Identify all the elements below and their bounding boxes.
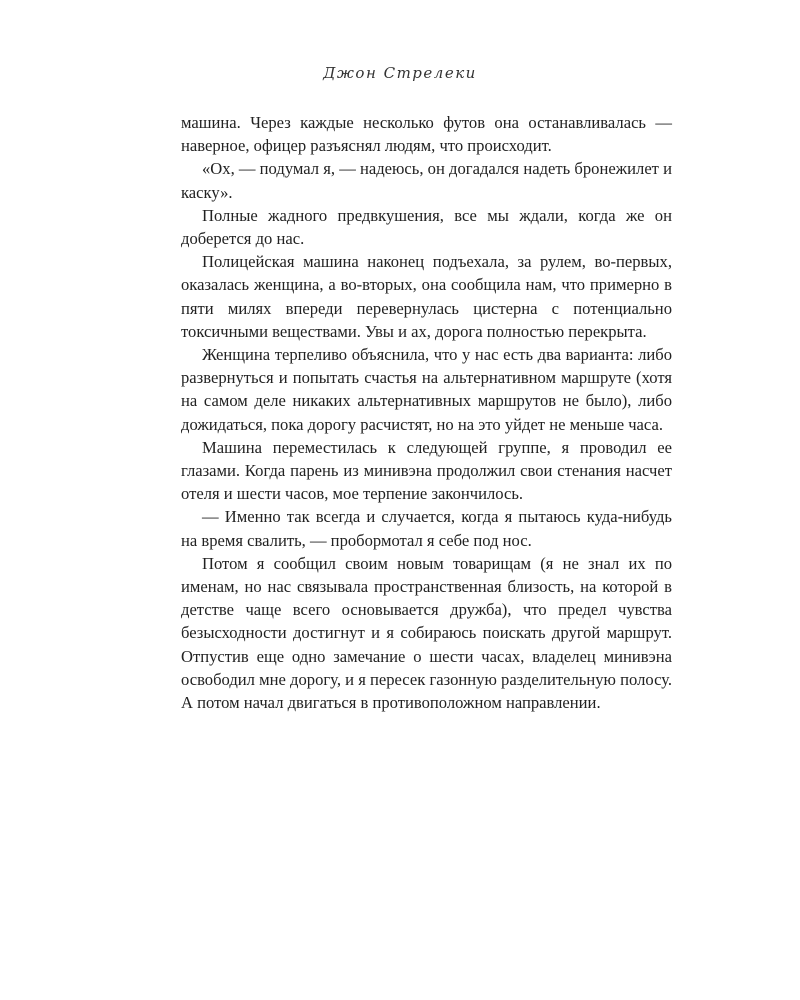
paragraph-6: Машина переместилась к следующей группе, я проводил ее глазами. Когда парень из минивэна продолжил свои стенания насчет отеля и шести часов, мое терпение закончилось. bbox=[181, 437, 672, 504]
paragraph-7: — Именно так всегда и случается, когда я пытаюсь куда-нибудь на время свалить, — пробормотал я себе под нос. bbox=[181, 507, 672, 550]
paragraph-4: Полицейская машина наконец подъехала, за рулем, во-первых, оказалась женщина, а во-вторых, она сообщила нам, что примерно в пяти милях впереди перевернулась цистерна с потенциально токсичными веществами. Увы и ах, дорога полностью перекрыта. bbox=[181, 252, 672, 341]
running-head-author: Джон Стрелеки bbox=[323, 64, 477, 82]
paragraph-3: Полные жадного предвкушения, все мы ждали, когда же он доберется до нас. bbox=[181, 205, 672, 249]
paragraph-8: Потом я сообщил своим новым товарищам (я не знал их по именам, но нас связывала пространственная близость, на которой в детстве чаще всего основывается дружба), что предел чувства безысходности достигнут и я собираюсь поискать другой маршрут. Отпустив еще одно замечание о шести часах, владелец минивэна освободил мне дорогу, и я пересек газонную разделительную полосу. А потом начал двигаться в противоположном направлении. bbox=[181, 553, 672, 713]
paragraph-5: Женщина терпеливо объяснила, что у нас есть два варианта: либо развернуться и попытать счастья на альтернативном маршруте (хотя на самом деле никаких альтернативных маршрутов не было), либо дожидаться, пока дорогу расчистят, но на это уйдет не меньше часа. bbox=[181, 345, 672, 434]
paragraph-1: машина. Через каждые несколько футов она останавливалась — наверное, офицер разъяснял людям, что происходит. bbox=[181, 113, 672, 156]
body-text bbox=[181, 111, 672, 714]
paragraph-2: «Ох, — подумал я, — надеюсь, он догадался надеть бронежилет и каску». bbox=[181, 159, 672, 202]
